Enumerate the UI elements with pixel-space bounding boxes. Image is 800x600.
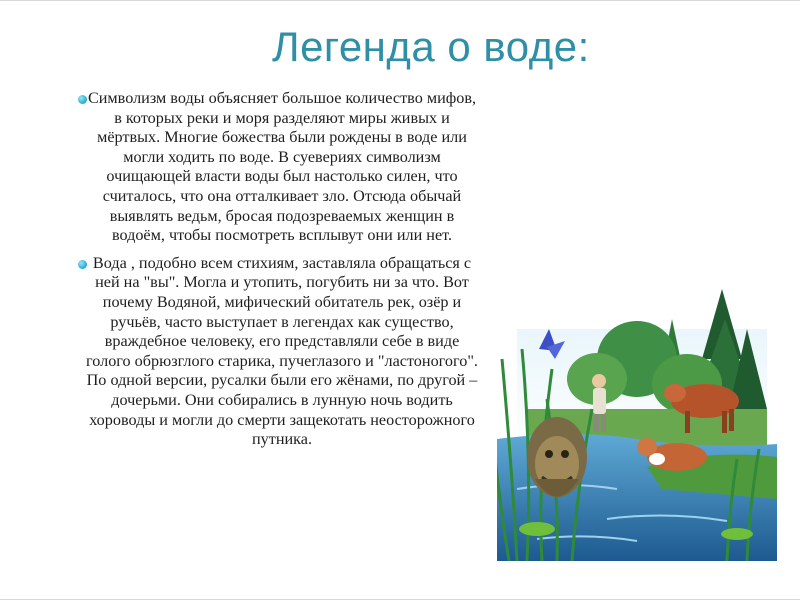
- bullet-dot-icon: [78, 95, 87, 104]
- man-figure: [592, 374, 606, 432]
- bullet-item: [78, 254, 478, 450]
- bullet-item: [78, 89, 478, 246]
- bullet-text: Вода , подобно всем стихиям, заставляла обращаться с ней на "вы". Могла и утопить, погубить ни за что. Вот почему Водяной, мифический обитатель рек, озёр и ручьёв, часто выступает в легендах как существо, враждебное человеку, его представляли себе в виде голого обрюзглого старика, пучеглазого и "ластоногого". По одной версии, русалки были его жёнами, по другой – дочерьми. Они собирались в лунную ночь водить хороводы и могли до смерти защекотать неосторожного путника.: [86, 253, 478, 449]
- bullet-list: [78, 89, 478, 450]
- bullet-dot-icon: [78, 260, 87, 269]
- bullet-text: Символизм воды объясняет большое количество мифов, в которых реки и моря разделяют миры живых и мёртвых. Многие божества были рождены в воде или могли ходить по воде. В суевериях символизм очищающей власти воды был настолько силен, что считалось, что она отталкивает зло. Отсюда обычай выявлять ведьм, бросая подозреваемых женщин в водоём, чтобы посмотреть всплывут они или нет.: [87, 89, 477, 245]
- vodyanoy-pond-illustration: [497, 289, 777, 561]
- slide-title: Легенда о воде:: [272, 23, 590, 70]
- vodyanoy-face: [527, 417, 587, 497]
